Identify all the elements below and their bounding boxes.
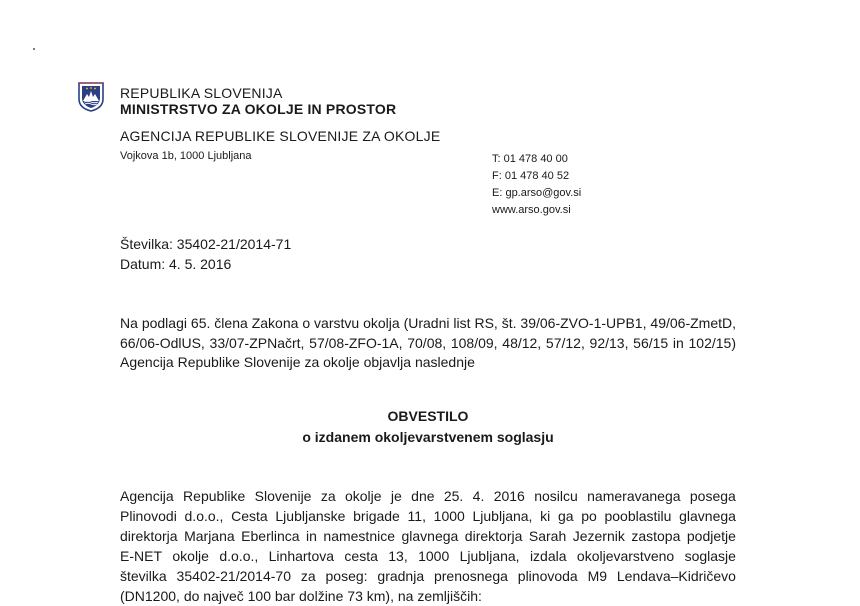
body-word: ga <box>557 508 574 524</box>
body-word: 4. <box>472 488 485 504</box>
body-word: E-NET <box>120 548 162 564</box>
body-word: okolje <box>172 548 209 564</box>
body-word: Plinovodi <box>120 508 177 524</box>
body-word: glavnega <box>679 508 736 524</box>
intro-paragraph: Na podlagi 65. člena Zakona o varstvu okolja (Uradni list RS, št. 39/06-ZVO-1-UPB1, 49/06-ZmetD, 66/06-OdlUS, 33/07-ZPNačrt, 57/08-ZFO-1A, 70/08, 108/09, 48/12, 57/12, 92/13, 56/15 in 102/15) Agencija Republike Slovenije za okolje objavlja naslednje <box>120 315 736 370</box>
body-word: ki <box>540 508 551 524</box>
reference-date: Datum: 4. 5. 2016 <box>120 256 232 272</box>
header-republic: REPUBLIKA SLOVENIJA <box>120 85 283 101</box>
body-word: je <box>390 488 402 504</box>
body-word: M9 <box>587 568 608 584</box>
body-word: po <box>581 508 597 524</box>
contact-phone: T: 01 478 40 00 <box>492 153 568 165</box>
contact-fax: F: 01 478 40 52 <box>492 170 570 182</box>
body-word: Linhartova <box>268 548 335 564</box>
body-word: številka <box>120 568 167 584</box>
contact-web[interactable]: www.arso.gov.si <box>492 204 571 216</box>
body-word: cesta <box>344 548 378 564</box>
body-word: 100 <box>247 588 275 604</box>
body-word: zastopa <box>631 528 681 544</box>
header-address: Vojkova 1b, 1000 Ljubljana <box>120 150 252 162</box>
body-word: dne <box>411 488 435 504</box>
body-word: bar <box>274 588 300 604</box>
reference-number: Številka: 35402-21/2014-71 <box>120 236 292 252</box>
body-line <box>120 506 736 526</box>
body-word: direktorja <box>120 528 178 544</box>
body-word: Ljubljana, <box>472 508 533 524</box>
body-word: dolžine <box>299 588 348 604</box>
document-subtitle: o izdanem okoljevarstvenem soglasju <box>302 429 554 445</box>
body-word: direktorja <box>464 528 523 544</box>
body-word: 1000 <box>433 508 465 524</box>
body-word: podjetje <box>686 528 736 544</box>
body-word: in <box>306 528 317 544</box>
body-word: d.o.o., <box>219 548 259 564</box>
body-word: soglasje <box>684 548 736 564</box>
body-word: glavnega <box>401 528 459 544</box>
body-word: nameravanega <box>587 488 681 504</box>
body-line <box>120 526 736 546</box>
body-word: Republike <box>183 488 246 504</box>
slovenia-coat-of-arms-icon <box>78 82 104 112</box>
body-word: plinovoda <box>517 568 578 584</box>
body-word: izdala <box>529 548 567 564</box>
body-word: zemljiščih: <box>417 588 482 604</box>
body-word: km), <box>366 588 398 604</box>
body-word: 35402-21/2014-70 <box>176 568 291 584</box>
body-word: brigade <box>353 508 400 524</box>
body-word: Cesta <box>231 508 268 524</box>
body-word: največ <box>203 588 248 604</box>
body-word: 1000 <box>418 548 450 564</box>
body-word: Ljubljana, <box>459 548 520 564</box>
body-word: za <box>320 488 336 504</box>
body-word: Marjana <box>184 528 235 544</box>
body-word: Lendava–Kidričevo <box>616 568 736 584</box>
body-word: 13, <box>388 548 408 564</box>
body-word: (DN1200, <box>120 588 184 604</box>
body-word: 11, <box>407 508 426 524</box>
body-word: posega <box>689 488 736 504</box>
body-word: nosilcu <box>534 488 578 504</box>
scan-speck <box>33 48 35 50</box>
body-paragraph <box>120 486 736 606</box>
body-line <box>120 566 736 586</box>
body-line <box>120 586 736 606</box>
body-word: okolje <box>344 488 382 504</box>
body-word: Eberlinca <box>241 528 300 544</box>
body-word: Slovenije <box>254 488 312 504</box>
body-word: d.o.o., <box>184 508 224 524</box>
body-word: Jezernik <box>572 528 625 544</box>
body-line <box>120 546 736 566</box>
body-word: na <box>397 588 418 604</box>
body-word: namestnice <box>323 528 395 544</box>
document-title: OBVESTILO <box>387 408 469 424</box>
header-ministry: MINISTRSTVO ZA OKOLJE IN PROSTOR <box>120 101 397 117</box>
body-word: 25. <box>443 488 464 504</box>
body-word: poseg: <box>325 568 368 584</box>
body-word: 2016 <box>493 488 525 504</box>
body-line <box>120 486 736 506</box>
body-word: do <box>183 588 204 604</box>
body-word: Agencija <box>120 488 174 504</box>
body-word: Ljubljanske <box>275 508 346 524</box>
reference-block <box>120 234 291 274</box>
contact-block <box>492 151 581 219</box>
body-word: okoljevarstveno <box>576 548 675 564</box>
contact-email[interactable]: E: gp.arso@gov.si <box>492 187 582 199</box>
body-word: pooblastilu <box>604 508 672 524</box>
body-word: Sarah <box>528 528 567 544</box>
body-word: prenosnega <box>433 568 508 584</box>
header-agency: AGENCIJA REPUBLIKE SLOVENIJE ZA OKOLJE <box>120 128 441 144</box>
body-word: za <box>300 568 316 584</box>
body-word: gradnja <box>377 568 425 584</box>
body-word: 73 <box>347 588 367 604</box>
